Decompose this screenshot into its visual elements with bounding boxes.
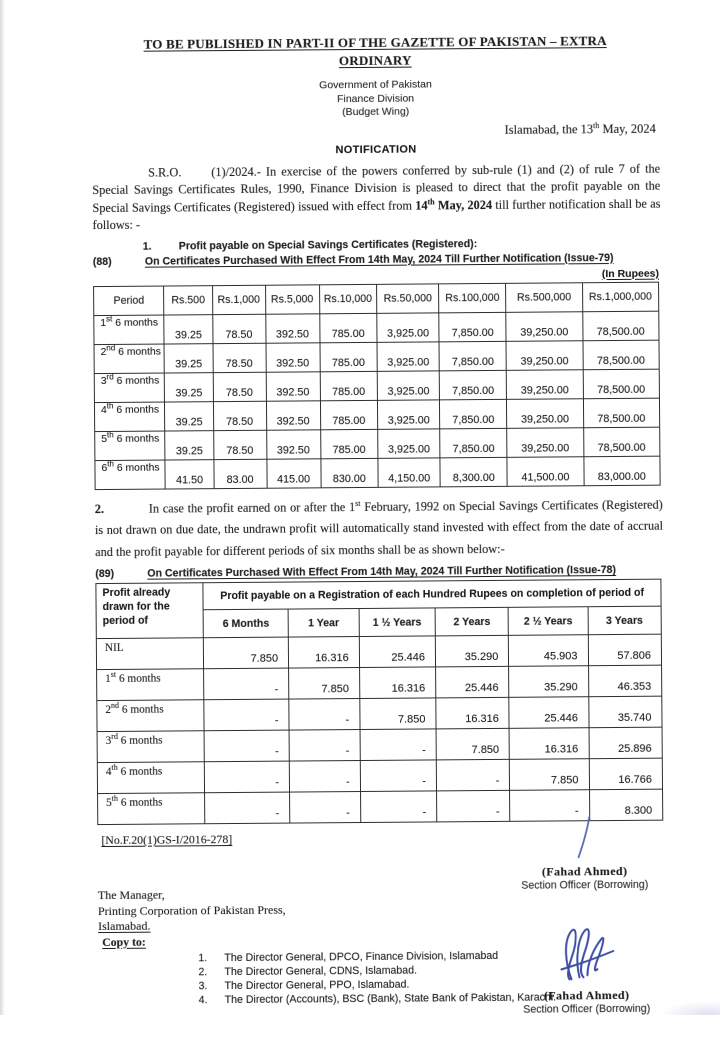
table-row [97,696,662,731]
table-row [97,758,662,793]
value-cell: 392.50 [266,400,320,429]
value-cell: - [204,699,289,731]
table1-header-rs1000: Rs.1,000 [212,285,265,314]
page-title-line1: TO BE PUBLISHED IN PART-II OF THE GAZETTE OF PAKISTAN – EXTRA [144,33,607,52]
profit-table-issue79 [93,281,661,489]
period-cell: 6th 6 months [95,460,166,490]
value-cell: 3,925.00 [378,399,440,428]
sro-body1: In exercise of the powers conferred by sub-rule (1) and (2) of rule 7 of the Special Savings Certificates Rules, 1990, Finance Division is pleased to direct that the profit payable on the Special Savings Certificates (Registered) issued with effect from [92,161,660,214]
value-cell: 39.25 [165,401,213,430]
table1-header-rs500000: Rs.500,000 [506,282,583,312]
copy-item-text: The Director General, DPCO, Finance Division, Islamabad [224,948,498,964]
period-cell: 5th 6 months [95,431,166,461]
item-89 [95,564,663,580]
table1-header-rs10000: Rs.10,000 [319,284,377,313]
value-cell: 78.50 [213,372,266,401]
paragraph-2-body2: February, 1992 on Special Savings Certificates (Registered) is not drawn on due date, the undrawn profit will automatically stand invested with effect from the date of accrual and the profit payable for different periods of six months shall be as shown below:- [95,497,663,558]
scan-edge-shadow [0,0,5,1015]
value-cell: - [204,668,289,700]
value-cell: 39,250.00 [507,427,584,457]
value-cell: 415.00 [266,458,320,487]
period-cell: 2nd 6 months [97,700,205,732]
value-cell: 39,250.00 [506,369,583,399]
item-1-number: 1. [143,240,179,252]
value-cell: 7.850 [289,668,360,700]
value-cell: - [205,761,290,793]
value-cell: 78,500.00 [583,398,660,428]
value-cell: 46.353 [588,665,662,697]
value-cell: 25.446 [509,697,588,729]
value-cell: 78,500.00 [583,369,660,399]
dateline-rest: May, 2024 [599,121,656,135]
table2-header-2halfyears: 2 ½ Years [509,607,588,636]
table-row [97,727,662,762]
value-cell: 41,500.00 [507,456,584,486]
table2-header-profit-drawn: Profit already drawn for the period of [96,583,204,639]
item-88-text: On Certificates Purchased With Effect From 14th May, 2024 Till Further Notification (Issue-79) [145,252,614,268]
table2-header-span: Profit payable on a Registration of each Hundred Rupees on completion of period of [203,579,661,610]
period-cell: 1st 6 months [94,315,165,345]
copy-item-number: 1. [198,951,224,965]
period-cell: NIL [96,638,204,670]
period-cell: 4th 6 months [94,402,165,432]
value-cell: 78.50 [213,401,266,430]
value-cell: 83.00 [214,459,267,488]
table-row [94,311,659,344]
copy-to-label: Copy to: [102,930,666,949]
value-cell: 39.25 [164,314,212,343]
value-cell: 25.446 [436,666,510,698]
value-cell: 785.00 [320,342,378,371]
item-89-text: On Certificates Purchased With Effect From 14th May, 2024 Till Further Notification (Issue-78) [147,564,616,580]
period-cell: 4th 6 months [97,762,205,794]
signatory-name-1: (Fahad Ahmed) [510,864,660,880]
value-cell: 3,925.00 [377,312,439,341]
value-cell: 16.766 [589,758,663,790]
value-cell: 25.446 [359,636,436,668]
value-cell: 39.25 [164,343,212,372]
value-cell: - [290,792,361,824]
table-row [94,369,659,402]
period-cell: 3rd 6 months [94,373,165,403]
addressee-line-2: Printing Corporation of Pakistan Press, [98,899,666,919]
value-cell: 45.903 [509,635,588,667]
value-cell: 3,925.00 [377,370,439,399]
value-cell: 785.00 [320,371,378,400]
table1-header-rs100000: Rs.100,000 [439,283,506,313]
value-cell: 39.25 [165,372,213,401]
org-block [91,77,659,122]
value-cell: - [360,791,437,823]
item-88-number: (88) [93,255,145,267]
value-cell: 16.316 [436,697,510,729]
value-cell: - [360,729,437,761]
value-cell: 39,250.00 [506,340,583,370]
value-cell: 7,850.00 [439,341,506,371]
value-cell: 39,250.00 [506,311,583,341]
table1-header-rs5000: Rs.5,000 [265,284,319,313]
table2-header-1year: 1 Year [288,609,359,638]
value-cell: 785.00 [320,429,378,458]
value-cell: 78,500.00 [583,340,660,370]
period-cell: 2nd 6 months [94,344,165,374]
sro-paragraph [92,160,661,234]
footer [97,829,667,1063]
signature-scribble [541,925,631,984]
value-cell: 785.00 [320,400,378,429]
value-cell: 7.850 [510,759,589,791]
signature-block-2 [506,925,667,1016]
value-cell: 830.00 [320,458,378,487]
value-cell: 7,850.00 [439,312,506,342]
value-cell: 16.316 [509,728,588,760]
value-cell: 78,500.00 [583,427,660,457]
paragraph-2-number: 2. [95,498,149,520]
value-cell: - [289,699,360,731]
paragraph-2 [95,494,663,563]
value-cell: - [436,759,510,791]
value-cell: 392.50 [266,342,320,371]
value-cell: 7,850.00 [440,428,507,458]
addressee-line-3: Islamabad. [98,919,150,935]
value-cell: 3,925.00 [378,428,440,457]
org-line-division: Finance Division [92,90,660,108]
value-cell: 7.850 [360,698,437,730]
org-line-government: Government of Pakistan [91,77,659,95]
value-cell: 35.290 [509,666,588,698]
value-cell: - [360,760,437,792]
sro-number: (1)/2024.- [211,164,261,178]
value-cell: 3,925.00 [377,341,439,370]
signatory-name-2: (Fahad Ahmed) [507,988,667,1004]
value-cell: 7.850 [436,728,510,760]
value-cell: 7,850.00 [440,399,507,429]
period-cell: 1st 6 months [97,669,205,701]
table1-header-row [94,282,659,315]
copy-item-number: 2. [198,965,224,979]
value-cell: - [510,790,589,822]
value-cell: 4,150.00 [378,457,440,486]
signatory-title-2: Section Officer (Borrowing) [507,1003,667,1016]
addressee-line-1: The Manager, [98,884,666,904]
sro-body2: till further notification shall be as follows: - [93,196,661,232]
period-cell: 5th 6 months [98,793,206,825]
copy-item-text: The Director General, PPO, Islamabad. [224,977,409,992]
value-cell: - [289,761,360,793]
copy-item-number: 3. [198,979,224,993]
signature-block-1 [509,815,660,892]
value-cell: 392.50 [265,313,319,342]
value-cell: 78.50 [212,314,265,343]
value-cell: 35.290 [435,635,509,667]
paragraph-2-ordinal: st [355,498,360,507]
table2-header-3years: 3 Years [588,606,662,635]
sro-label: S.R.O. [148,165,181,179]
dateline [92,121,660,140]
page-title-line2: ORDINARY [339,53,412,69]
table-row [94,398,659,431]
value-cell: 16.316 [359,667,436,699]
profit-table-issue78 [95,579,663,825]
value-cell: 25.896 [589,727,663,759]
table2-header-1halfyears: 1 ½ Years [359,608,435,637]
org-line-wing: (Budget Wing) [92,104,660,122]
period-cell: 3rd 6 months [97,731,205,763]
value-cell: 8,300.00 [440,457,507,487]
dateline-prefix: Islamabad, the 13 [505,122,594,137]
copy-item-number: 4. [199,993,225,1007]
value-cell: 83,000.00 [583,456,660,486]
value-cell: 8.300 [589,789,663,821]
table1-header-rs1000000: Rs.1,000,000 [582,282,659,312]
table-row [97,665,662,700]
copy-item-text: The Director (Accounts), BSC (Bank), State Bank of Pakistan, Karachi. [225,990,557,1007]
table-row [96,634,661,669]
table-row [94,340,659,373]
dateline-ordinal: th [593,120,599,129]
value-cell: - [289,730,360,762]
value-cell: - [437,790,511,822]
value-cell: 7.850 [204,637,289,669]
item-88 [93,251,661,267]
value-cell: 78.50 [213,430,266,459]
value-cell: 16.316 [288,637,359,669]
value-cell: 39.25 [165,430,213,459]
table2-header-2years: 2 Years [435,607,509,636]
copy-item-text: The Director General, CDNS, Islamabad. [224,963,417,979]
table-row [95,456,660,489]
reference-number: [No.F.20(1)GS-I/2016-278] [101,829,665,848]
value-cell: - [205,792,290,824]
value-cell: 78.50 [213,343,266,372]
item-1-text: Profit payable on Special Savings Certificates (Registered): [179,238,478,252]
value-cell: 78,500.00 [582,311,659,341]
table1-header-rs500: Rs.500 [164,285,212,314]
value-cell: - [204,730,289,762]
value-cell: 785.00 [319,313,377,342]
table2-header-6months: 6 Months [203,609,288,638]
sro-effective-date: 14th May, 2024 [415,197,492,212]
value-cell: 57.806 [588,634,662,666]
value-cell: 392.50 [266,429,320,458]
signatory-title-1: Section Officer (Borrowing) [510,879,660,892]
value-cell: 392.50 [266,371,320,400]
table1-header-rs50000: Rs.50,000 [377,283,439,312]
table-row [95,427,660,460]
page-title [91,32,659,72]
value-cell: 41.50 [165,459,213,488]
in-rupees-label: (In Rupees) [93,267,661,283]
notification-heading: NOTIFICATION [92,141,660,157]
value-cell: 7,850.00 [440,370,507,400]
item-89-number: (89) [95,568,147,580]
signature-stroke [569,815,599,859]
item-1 [93,236,661,252]
table1-header-period: Period [94,286,165,316]
value-cell: 35.740 [588,696,662,728]
paragraph-2-body1: In case the profit earned on or after the 1 [149,500,355,516]
value-cell: 39,250.00 [507,398,584,428]
